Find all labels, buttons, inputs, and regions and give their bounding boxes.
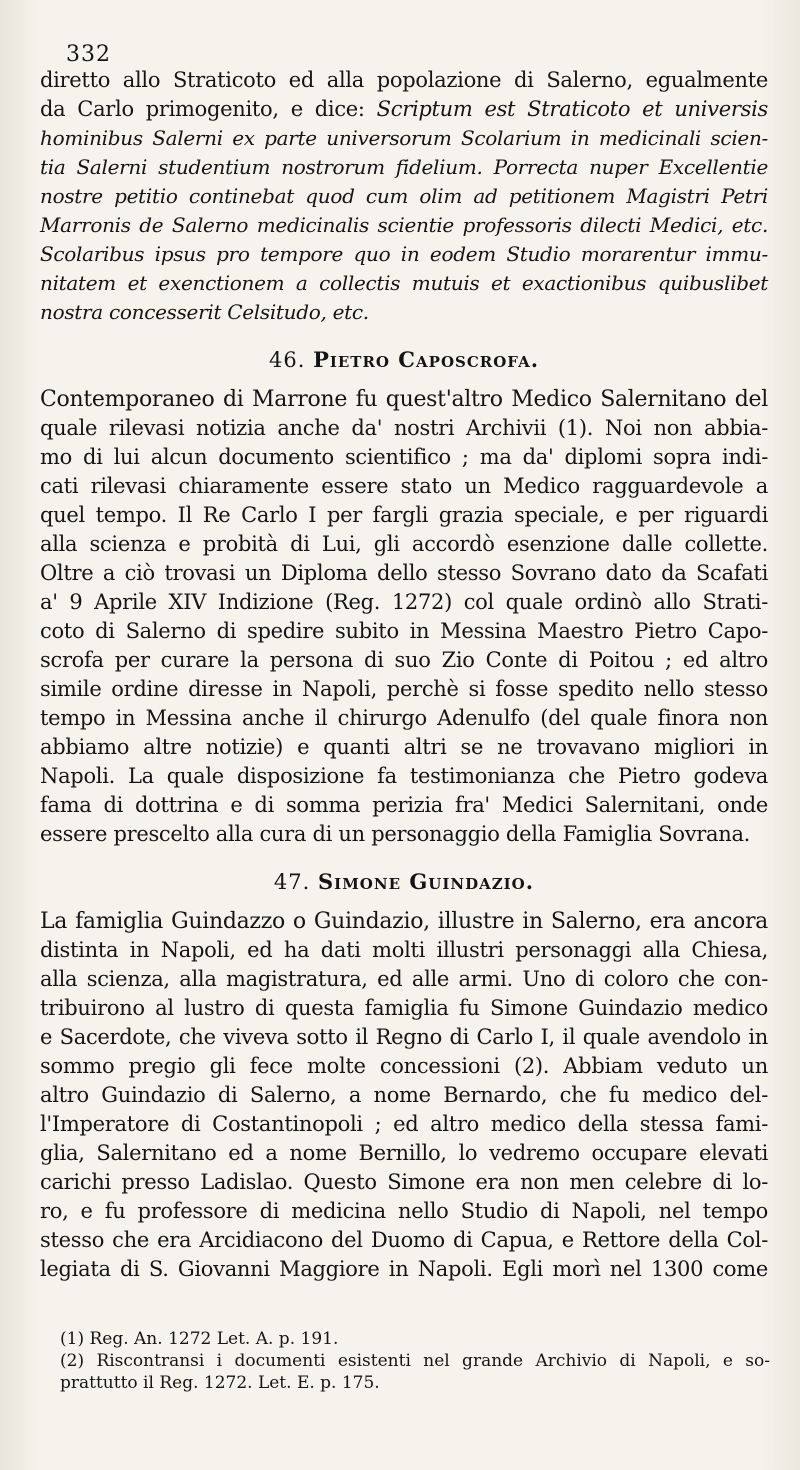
text-line: distinta in Napoli, ed ha dati molti illustri personaggi alla Chiesa, — [40, 938, 768, 962]
text-line: simile ordine diresse in Napoli, perchè si fosse spedito nello stesso — [40, 677, 768, 701]
footnote-1: (1) Reg. An. 1272 Let. A. p. 191. — [60, 1329, 339, 1349]
section-heading-46 — [40, 345, 768, 385]
text-line: fama di dottrina e di somma perizia fra' Medici Salernitani, onde — [40, 793, 768, 817]
text-line: alla scienza e probità di Lui, gli accordò esenzione dalle collette. — [40, 532, 768, 556]
section-heading-47 — [40, 867, 768, 907]
text-line: l'Imperatore di Costantinopoli ; ed altro medico della stessa fami- — [40, 1112, 768, 1136]
text-line: e Sacerdote, che viveva sotto il Regno di Carlo I, il quale avendolo in — [40, 1025, 768, 1049]
latin-quote-line: nostre petitio continebat quod cum olim ad petitionem Magistri Petri — [40, 184, 768, 208]
text-line: altro Guindazio di Salerno, a nome Bernardo, che fu medico del- — [40, 1083, 768, 1107]
text-line: glia, Salernitano ed a nome Bernillo, lo vedremo occupare elevati — [40, 1141, 768, 1165]
latin-quote-line: Marronis de Salerno medicinalis scientie professoris dilecti Medici, etc. — [40, 213, 768, 237]
body-text — [40, 66, 768, 1284]
text-line: abbiamo altre notizie) e quanti altri se ne trovavano migliori in — [40, 735, 768, 759]
section-title: Simone Guindazio. — [318, 869, 535, 894]
text-line: Napoli. La quale disposizione fa testimonianza che Pietro godeva — [40, 764, 768, 788]
text-line: coto di Salerno di spedire subito in Messina Maestro Pietro Capo- — [40, 619, 768, 643]
latin-quote-line: nitatem et exenctionem a collectis mutuis et exactionibus quibuslibet — [40, 271, 768, 295]
text-line: alla scienza, alla magistratura, ed alle armi. Uno di coloro che con- — [40, 967, 768, 991]
section-number: 47. — [273, 870, 311, 894]
text-line: essere prescelto alla cura di un personaggio della Famiglia Sovrana. — [40, 822, 751, 846]
text-line: tempo in Messina anche il chirurgo Adenulfo (del quale finora non — [40, 706, 768, 730]
text-line: tribuirono al lustro di questa famiglia fu Simone Guindazio medico — [40, 996, 768, 1020]
text-line: stesso che era Arcidiacono del Duomo di Capua, e Rettore della Col- — [40, 1228, 768, 1252]
footnote-2-continued: prattutto il Reg. 1272. Let. E. p. 175. — [60, 1373, 380, 1393]
text-line: scrofa per curare la persona di suo Zio Conte di Poitou ; ed altro — [40, 648, 768, 672]
text-line: ro, e fu professore di medicina nello Studio di Napoli, nel tempo — [40, 1199, 768, 1223]
footnote-2: (2) Riscontransi i documenti esistenti nel grande Archivio di Napoli, e so- — [60, 1351, 770, 1371]
latin-quote-start: Scriptum est Straticoto et universis — [376, 97, 768, 121]
latin-quote-line: hominibus Salerni ex parte universorum Scolarium in medicinali scien- — [40, 126, 768, 150]
text-line: sommo pregio gli fece molte concessioni (2). Abbiam veduto un — [40, 1054, 768, 1078]
latin-quote-line: tia Salerni studentium nostrorum fidelium. Porrecta nuper Excellentie — [40, 155, 768, 179]
text-line: carichi presso Ladislao. Questo Simone era non men celebre di lo- — [40, 1170, 768, 1194]
text-line: quel tempo. Il Re Carlo I per fargli grazia speciale, e per riguardi — [40, 503, 768, 527]
text-line: legiata di S. Giovanni Maggiore in Napoli. Egli morì nel 1300 come — [40, 1257, 768, 1281]
text-line: quale rilevasi notizia anche da' nostri Archivii (1). Noi non abbia- — [40, 416, 768, 440]
text-line: Oltre a ciò trovasi un Diploma dello stesso Sovrano dato da Scafati — [40, 561, 768, 585]
text-line: cati rilevasi chiaramente essere stato un Medico ragguardevole a — [40, 474, 768, 498]
text-line: diretto allo Straticoto ed alla popolazione di Salerno, egualmente — [40, 68, 768, 92]
intro-fragment: da Carlo primogenito, e dice: — [40, 97, 365, 121]
text-line: mo di lui alcun documento scientifico ; ma da' diplomi sopra indi- — [40, 445, 768, 469]
page-number: 332 — [66, 42, 111, 67]
latin-quote-line: nostra concesserit Celsitudo, etc. — [40, 300, 369, 324]
text-line: La famiglia Guindazzo o Guindazio, illustre in Salerno, era ancora — [40, 909, 768, 934]
text-line — [40, 95, 768, 124]
section-number: 46. — [268, 348, 306, 372]
text-line: a' 9 Aprile XIV Indizione (Reg. 1272) col quale ordinò allo Strati- — [40, 590, 768, 614]
footnotes — [60, 1328, 770, 1394]
text-line: Contemporaneo di Marrone fu quest'altro Medico Salernitano del — [40, 387, 768, 412]
section-title: Pietro Caposcrofa. — [313, 347, 540, 372]
latin-quote-line: Scolaribus ipsus pro tempore quo in eodem Studio morarentur immu- — [40, 242, 768, 266]
